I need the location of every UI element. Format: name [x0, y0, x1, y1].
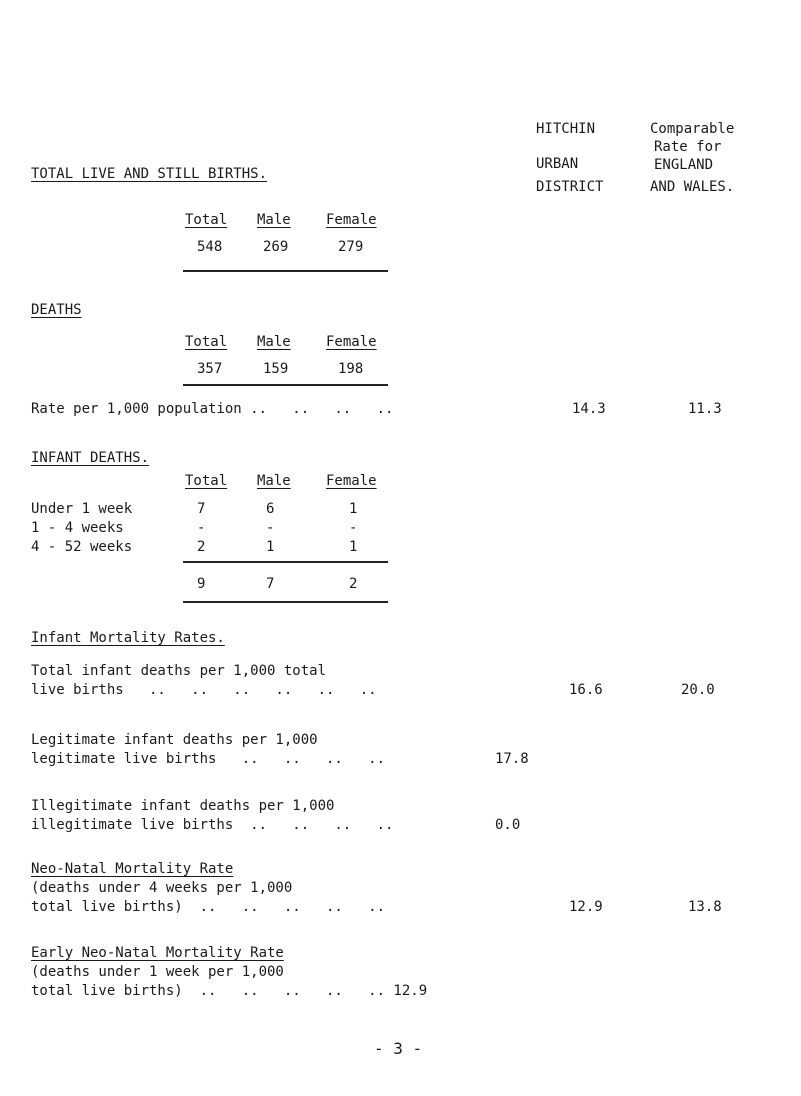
- rate-population-label: Rate per 1,000 population .. .. .. ..: [31, 401, 394, 417]
- infant-col-total: Total: [185, 473, 228, 489]
- births-total: 548: [197, 239, 223, 255]
- infant-total-male: 7: [266, 576, 275, 592]
- births-male: 269: [263, 239, 289, 255]
- mortality-line2: illegitimate live births .. .. .. ..: [31, 817, 394, 833]
- infant-row-label: Under 1 week: [31, 501, 133, 517]
- neonatal-urban: 12.9: [569, 899, 603, 915]
- mortality-line1: Illegitimate infant deaths per 1,000: [31, 798, 335, 814]
- births-rule: [183, 270, 388, 272]
- infant-subtotal-rule: [183, 561, 388, 563]
- infant-total-total: 9: [197, 576, 206, 592]
- infant-row-male: -: [266, 520, 275, 536]
- header-hitchin: HITCHIN: [536, 121, 596, 137]
- infant-col-male: Male: [257, 473, 291, 489]
- early-neonatal-title: Early Neo-Natal Mortality Rate: [31, 945, 284, 961]
- page-number: - 3 -: [374, 1039, 423, 1058]
- deaths-col-total: Total: [185, 334, 228, 350]
- infant-row-total: 2: [197, 539, 206, 555]
- header-england: ENGLAND: [654, 157, 714, 173]
- header-rate-for: Rate for: [654, 139, 722, 155]
- mortality-legit-mid: 17.8: [495, 751, 529, 767]
- mortality-total-comparable: 20.0: [681, 682, 715, 698]
- infant-deaths-title: INFANT DEATHS.: [31, 450, 150, 466]
- deaths-col-female: Female: [326, 334, 377, 350]
- mortality-title: Infant Mortality Rates.: [31, 630, 225, 646]
- header-and-wales: AND WALES.: [650, 179, 735, 195]
- header-district: DISTRICT: [536, 179, 604, 195]
- infant-total-female: 2: [349, 576, 358, 592]
- deaths-total: 357: [197, 361, 223, 377]
- infant-row-total: -: [197, 520, 206, 536]
- infant-row-female: 1: [349, 501, 358, 517]
- deaths-col-male: Male: [257, 334, 291, 350]
- mortality-line1: Total infant deaths per 1,000 total: [31, 663, 327, 679]
- mortality-total-urban: 16.6: [569, 682, 603, 698]
- births-col-male: Male: [257, 212, 291, 228]
- neonatal-comparable: 13.8: [688, 899, 722, 915]
- infant-row-label: 4 - 52 weeks: [31, 539, 133, 555]
- early-neonatal-line1: (deaths under 1 week per 1,000: [31, 964, 284, 980]
- neonatal-title: Neo-Natal Mortality Rate: [31, 861, 234, 877]
- births-col-female: Female: [326, 212, 377, 228]
- deaths-rule: [183, 384, 388, 386]
- mortality-line2: live births .. .. .. .. .. ..: [31, 682, 377, 698]
- header-urban: URBAN: [536, 156, 579, 172]
- births-col-total: Total: [185, 212, 228, 228]
- deaths-title: DEATHS: [31, 302, 82, 318]
- infant-row-female: 1: [349, 539, 358, 555]
- births-title: TOTAL LIVE AND STILL BIRTHS.: [31, 166, 268, 182]
- early-neonatal-line2: total live births) .. .. .. .. .. 12.9: [31, 983, 428, 999]
- infant-row-male: 6: [266, 501, 275, 517]
- mortality-illegit-mid: 0.0: [495, 817, 521, 833]
- infant-total-rule: [183, 601, 388, 603]
- infant-row-female: -: [349, 520, 358, 536]
- rate-population-urban: 14.3: [572, 401, 606, 417]
- deaths-female: 198: [338, 361, 364, 377]
- neonatal-line2: total live births) .. .. .. .. ..: [31, 899, 386, 915]
- header-comparable: Comparable: [650, 121, 735, 137]
- deaths-male: 159: [263, 361, 289, 377]
- mortality-line2: legitimate live births .. .. .. ..: [31, 751, 386, 767]
- infant-col-female: Female: [326, 473, 377, 489]
- neonatal-line1: (deaths under 4 weeks per 1,000: [31, 880, 293, 896]
- mortality-line1: Legitimate infant deaths per 1,000: [31, 732, 318, 748]
- infant-row-label: 1 - 4 weeks: [31, 520, 124, 536]
- rate-population-comparable: 11.3: [688, 401, 722, 417]
- infant-row-male: 1: [266, 539, 275, 555]
- births-female: 279: [338, 239, 364, 255]
- infant-row-total: 7: [197, 501, 206, 517]
